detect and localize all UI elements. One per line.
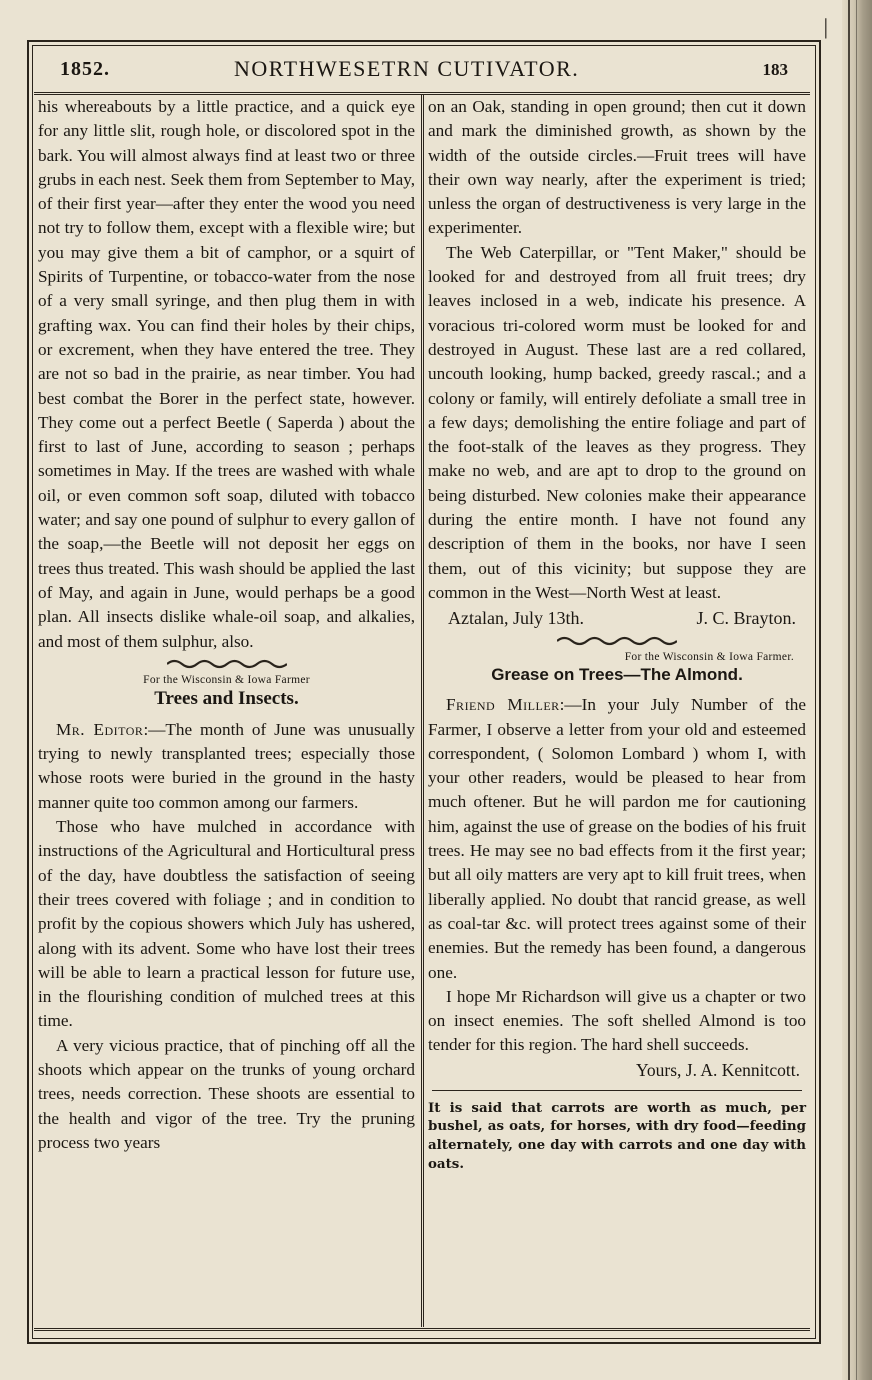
article-paragraph: Those who have mulched in accordance with instructions of the Agricultural and Horticultural press of the day, have doubtless the satisfaction of seeing their trees covered with foliage ; and in condition to profit by the copious showers which July has ushered, along with its advent. Some who have lost their trees will be able to learn a practical lesson for future use, in the flourishing condition of mulched trees at this time.: [38, 817, 415, 1031]
filler-paragraph: It is said that carrots are worth as much, per bushel, as oats, for horses, with dry food—feeding alternately, one day with carrots and one day with oats.: [428, 1099, 806, 1173]
article-signature: Yours, J. A. Kennitcott.: [635, 1059, 800, 1080]
web-caterpillar-paragraph: The Web Caterpillar, or "Tent Maker," should be looked for and destroyed from all fruit trees; dry leaves inclosed in a web, indicate his presence. A voracious tri-colored worm must be looked for and destroyed in August. These last are a red collared, uncouth looking, hump backed, greedy rascal.; and a colony or family, will entirely defoliate a small tree in a few days; demolishing the entire foliage and part of the foot-stalk of the leaves as they progress. They make no web, and are apt to drop to the ground on being disturbed. New colonies make their appearance during the entire month. I have not found any description of them in the books, nor have I seen them, out of this vicinity; but suppose they are common in the West—North West at least.: [428, 242, 806, 602]
article-title: Grease on Trees—The Almond.: [491, 665, 743, 685]
header-year: 1852.: [60, 58, 110, 80]
column-divider: [421, 95, 424, 1327]
continued-oak-paragraph: on an Oak, standing in open ground; then cut it down and mark the diminished growth, as shown by the width of the outside circles.—Fruit trees will have their own way nearly, after the experiment is tried; unless the organ of destructiveness is very large in the experimenter.: [428, 97, 806, 238]
article-paragraph: Friend Miller:—In your July Number of the Farmer, I observe a letter from your old and esteemed correspondent, ( Solomon Lombard ) whom I, with your other readers, would be pleased to hear from much oftener. But he will pardon me for cautioning him, against the use of grease on the bodies of his fruit trees. He may see no bad effects from it the first year; but all oily matters are very apt to kill fruit trees, when liberally applied. No doubt that rancid grease, as well as coal-tar &c. will protect trees against some of their enemies. But the remedy has been found, a dangerous one.: [428, 695, 806, 982]
page-header: [34, 50, 810, 95]
page-edge-shadow: [842, 0, 872, 1380]
section-rule: [432, 1090, 802, 1091]
article-signoff: [428, 605, 806, 631]
article-title: Trees and Insects.: [154, 687, 299, 709]
bottom-rule: [34, 1328, 810, 1331]
salutation: Mr. Editor: [56, 719, 144, 739]
article-source: For the Wisconsin & Iowa Farmer: [143, 673, 310, 686]
article-paragraph: A very vicious practice, that of pinching off all the shoots which appear on the trunks of young orchard trees, needs correction. These shoots are essential to the health and vigor of the tree. Try the pruning process two years: [38, 1035, 415, 1152]
ornamental-divider: [428, 635, 806, 647]
signoff-place: Aztalan, July 13th.: [448, 608, 584, 629]
ornamental-divider: [38, 658, 415, 670]
continued-borer-paragraph: his whereabouts by a little practice, and a quick eye for any little slit, rough hole, or discolored spot in the bark. You will almost always find at least two or three grubs in each nest. Seek them from September to May, of their first year—after they enter the wood you need not try to follow them, except with a flexible wire; but you may give them a bit of camphor, or a squirt of Spirits of Turpentine, or tobacco-water from the nose of a very small syringe, and then plug them in with grafting wax. You can find their holes by their chips, or excrement, when they have entered the tree. They are not so bad in the prairie, as near timber. You had best combat the Borer in the perfect state, however. They come out a perfect Beetle ( Saperda ) about the first to last of June, according to season ; perhaps sometimes in May. If the trees are washed with whale oil, or even common soft soap, diluted with tobacco water; and say one pound of sulphur to every gallon of the soap,—the Beetle will not deposit her eggs on trees thus treated. This wash should be applied the last of May, and again in June, would perhaps be a good plan. All insects dislike whale-oil soap, and alkalies, and most of them sulphur, also.: [38, 97, 415, 651]
article-paragraph: I hope Mr Richardson will give us a chapter or two on insect enemies. The soft shelled Almond is too tender for this region. The hard shell succeeds.: [428, 986, 806, 1055]
header-title: NORTHWESETRN CUTIVATOR.: [234, 56, 580, 81]
left-column: [38, 95, 415, 1155]
header-page-number: 183: [762, 60, 788, 79]
edge-line: [848, 0, 850, 1380]
salutation: Friend Miller: [446, 695, 560, 715]
signoff-name: J. C. Brayton.: [696, 608, 796, 629]
article-source: For the Wisconsin & Iowa Farmer.: [624, 651, 794, 664]
right-column: [428, 95, 806, 1174]
article-paragraph: Mr. Editor:—The month of June was unusually trying to newly transplanted trees; especially those whose roots were buried in the ground in the hasty manner quite too common among our farmers.: [38, 719, 416, 812]
edge-line: [856, 0, 857, 1380]
margin-mark: |: [823, 14, 828, 39]
